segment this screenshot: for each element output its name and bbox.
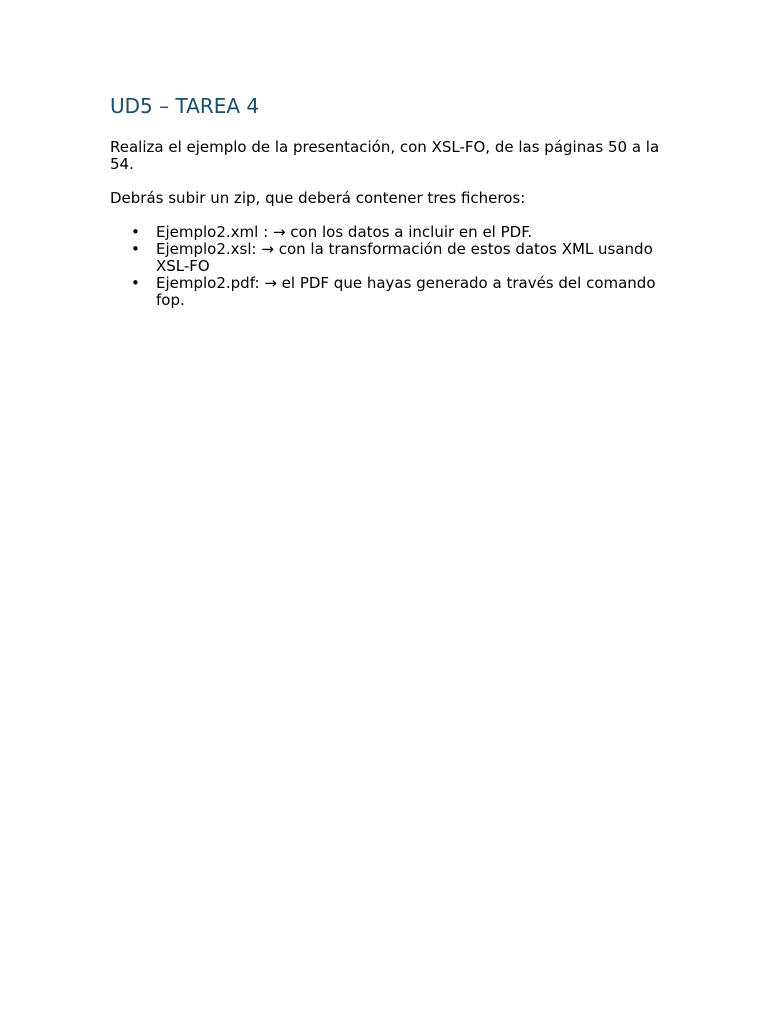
list-item [110, 224, 670, 241]
arrow-right-icon: → [264, 274, 277, 292]
file-description: el PDF que hayas generado a través del comando fop. [156, 274, 656, 309]
task-instruction: Realiza el ejemplo de la presentación, con XSL-FO, de las páginas 50 a la 54. [110, 138, 660, 173]
list-item [110, 275, 670, 309]
page-title: UD5 – TAREA 4 [110, 94, 260, 118]
bullet-icon: • [131, 240, 140, 258]
file-description: con los datos a incluir en el PDF. [290, 223, 533, 241]
submission-instruction: Debrás subir un zip, que deberá contener tres ficheros: [110, 189, 526, 207]
file-name: Ejemplo2.pdf: [156, 274, 260, 292]
arrow-right-icon: → [272, 223, 286, 241]
file-description: con la transformación de estos datos XML usando XSL-FO [156, 240, 653, 275]
document-page [110, 93, 670, 309]
file-name: Ejemplo2.xml : [156, 223, 269, 241]
bullet-icon: • [131, 274, 140, 292]
file-name: Ejemplo2.xsl: [156, 240, 257, 258]
arrow-right-icon: → [261, 240, 274, 258]
list-item [110, 241, 670, 275]
file-list [110, 224, 670, 309]
bullet-icon: • [131, 223, 140, 241]
